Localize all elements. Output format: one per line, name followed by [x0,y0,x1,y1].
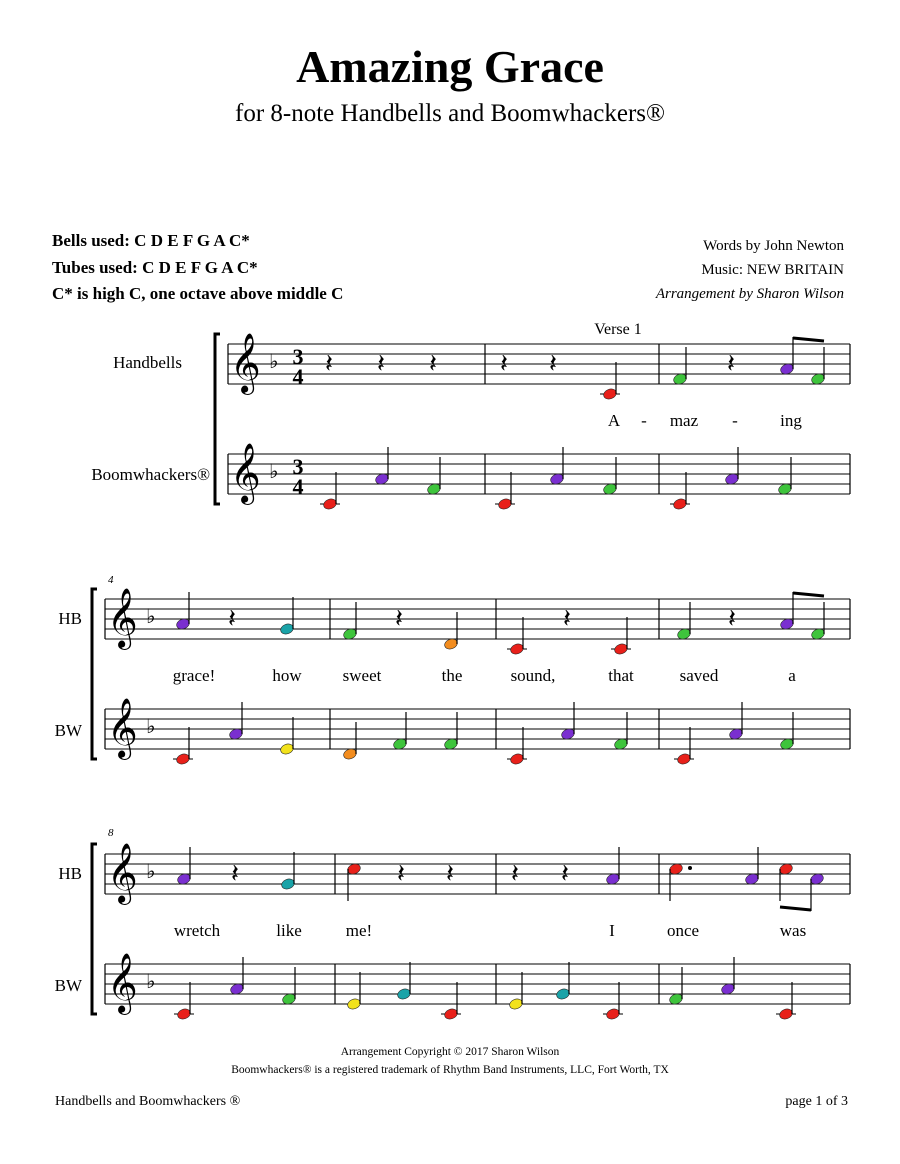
lyric: wretch [173,921,221,940]
treble-clef-icon: 𝄞 [230,335,261,392]
lyric: I [609,921,615,940]
part-label-boomwhackers: Boomwhackers® [91,465,210,484]
flat-icon: ♭ [146,971,156,993]
music-credit: Music: NEW BRITAIN [701,262,844,278]
system-bracket [92,589,97,759]
part-label-bw: BW [54,976,82,995]
beam [780,907,811,910]
bells-used: Bells used: C D E F G A C* [52,231,250,250]
treble-clef-icon: 𝄞 [230,445,261,502]
treble-clef-icon: 𝄞 [107,845,138,902]
page-subtitle: for 8-note Handbells and Boomwhackers® [235,100,665,127]
quarter-rest-icon: 𝄽 [500,349,508,378]
lyric: was [779,921,807,940]
quarter-rest-icon: 𝄽 [377,349,385,378]
lyric: sweet [342,666,382,685]
measure-number: 8 [108,827,114,839]
time-signature-top: 3 [292,454,304,479]
quarter-rest-icon: 𝄽 [397,859,405,888]
flat-icon: ♭ [146,716,156,738]
lyric: - [732,411,738,430]
quarter-rest-icon: 𝄽 [228,604,236,633]
time-signature-bottom: 4 [292,364,304,389]
quarter-rest-icon: 𝄽 [429,349,437,378]
dot [688,866,692,870]
quarter-rest-icon: 𝄽 [549,349,557,378]
footer-title: Handbells and Boomwhackers ® [55,1094,241,1109]
quarter-rest-icon: 𝄽 [561,859,569,888]
system-bracket [92,844,97,1014]
page-number: page 1 of 3 [785,1094,848,1109]
system-bracket [215,334,220,504]
treble-clef-icon: 𝄞 [107,700,138,757]
quarter-rest-icon: 𝄽 [511,859,519,888]
part-label-bw: BW [54,721,82,740]
words-by: Words by John Newton [703,238,844,254]
lyric: saved [679,666,719,685]
beam [793,593,824,596]
measure-number: 4 [108,574,114,586]
quarter-rest-icon: 𝄽 [231,859,239,888]
quarter-rest-icon: 𝄽 [325,349,333,378]
lyric: once [666,921,700,940]
lyric: ing [780,411,802,430]
time-signature-bottom: 4 [292,474,304,499]
lyric: that [608,666,634,685]
treble-clef-icon: 𝄞 [107,955,138,1012]
time-signature-top: 3 [292,344,304,369]
page-title: Amazing Grace [296,41,604,92]
part-label-handbells: Handbells [113,353,182,372]
quarter-rest-icon: 𝄽 [446,859,454,888]
lyric: like [276,921,302,940]
high-c-note: C* is high C, one octave above middle C [52,284,344,303]
flat-icon: ♭ [269,461,279,483]
lyric: the [441,666,463,685]
flat-icon: ♭ [269,351,279,373]
treble-clef-icon: 𝄞 [107,590,138,647]
arranger: Arrangement by Sharon Wilson [655,286,844,302]
trademark-notice: Boomwhackers® is a registered trademark of Rhythm Band Instruments, LLC, Fort Worth, TX [231,1064,669,1076]
quarter-rest-icon: 𝄽 [563,604,571,633]
beam [793,338,824,341]
copyright-notice: Arrangement Copyright © 2017 Sharon Wilson [340,1046,560,1058]
part-label-hb: HB [58,609,82,628]
section-label: Verse 1 [594,321,642,338]
lyric: a [788,666,796,685]
tubes-used: Tubes used: C D E F G A C* [52,258,258,277]
flat-icon: ♭ [146,606,156,628]
lyric: maz [669,411,699,430]
lyric: grace! [172,666,216,685]
lyric: me! [345,921,373,940]
quarter-rest-icon: 𝄽 [395,604,403,633]
lyric: A [607,411,621,430]
flat-icon: ♭ [146,861,156,883]
lyric: how [272,666,302,685]
lyric: - [641,411,647,430]
quarter-rest-icon: 𝄽 [727,349,735,378]
lyric: sound, [510,666,556,685]
part-label-hb: HB [58,864,82,883]
quarter-rest-icon: 𝄽 [728,604,736,633]
